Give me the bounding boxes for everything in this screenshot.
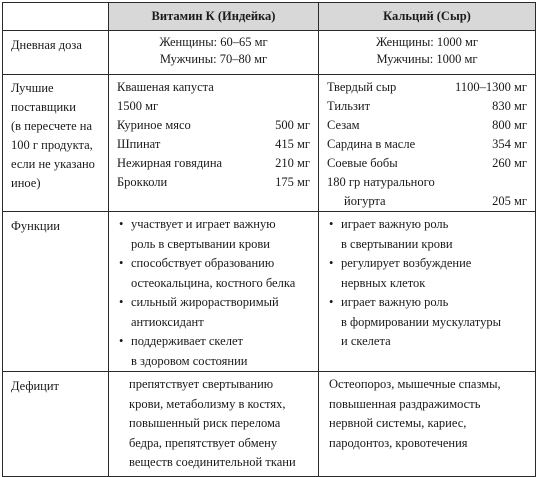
list-item: • регулирует возбуждение нервных клеток (329, 254, 529, 293)
supplier-name: 180 гр натурального (327, 175, 435, 189)
supplier-amount: 415 мг (275, 137, 310, 151)
list-item (327, 135, 527, 154)
functions-vitamin-cell (109, 212, 319, 372)
deficit-line: крови, метаболизму в костях, (129, 396, 286, 411)
row-label-deficit (3, 372, 109, 477)
suppliers-label-line: Лучшие (11, 81, 54, 95)
supplier-amount: 800 мг (492, 118, 527, 132)
dose-calcium-women: Женщины: 1000 мг (376, 35, 478, 49)
list-item (327, 116, 527, 135)
supplier-amount: 260 мг (492, 156, 527, 170)
suppliers-label-line: 100 г продукта, (11, 138, 93, 152)
supplier-amount: 354 мг (492, 137, 527, 151)
list-item (117, 116, 310, 135)
header-label-cell (3, 3, 109, 31)
suppliers-vitamin-cell (109, 75, 319, 212)
suppliers-label-line: (в пересчете на (11, 119, 93, 133)
supplier-amount: 205 мг (492, 194, 527, 208)
list-item: • играет важную роль в формировании мускулатуры и скелета (329, 293, 529, 352)
supplier-amount: 175 мг (275, 175, 310, 189)
list-item (327, 173, 527, 192)
row-label-suppliers (3, 75, 109, 212)
supplier-name: Соевые бобы (327, 156, 398, 170)
nutrient-comparison-table (2, 2, 536, 477)
dose-vitamin-men: Мужчины: 70–80 мг (159, 52, 268, 66)
header-row (3, 3, 536, 31)
list-item (117, 97, 310, 116)
row-label-dose (3, 31, 109, 75)
supplier-name: Шпинат (117, 137, 161, 151)
dose-calcium-cell (319, 31, 536, 75)
dose-vitamin-cell (109, 31, 319, 75)
dose-vitamin-women: Женщины: 60–65 мг (159, 35, 268, 49)
deficit-line: повышенная раздражимость (329, 396, 481, 411)
list-item (117, 78, 310, 97)
suppliers-label-line: иное) (11, 176, 41, 190)
dose-calcium-men: Мужчины: 1000 мг (376, 52, 478, 66)
row-label-text: Дефицит (11, 379, 60, 393)
supplier-name: Квашеная капуста (117, 80, 214, 94)
table-row-suppliers (3, 75, 536, 212)
functions-calcium-cell (319, 212, 536, 372)
row-label-text: Функции (11, 219, 60, 233)
list-item (327, 154, 527, 173)
functions-calcium-list (319, 212, 535, 352)
row-label-functions (3, 212, 109, 372)
supplier-name: Куриное мясо (117, 118, 191, 132)
supplier-name: Тильзит (327, 99, 371, 113)
suppliers-label-line: если не указано (11, 157, 95, 171)
list-item: • поддерживает скелет в здоровом состоянии (119, 332, 312, 371)
deficit-line: препятствует свертыванию (129, 377, 274, 391)
list-item (327, 192, 527, 211)
list-item: • способствует образованию остеокальцина, костного белка (119, 254, 312, 293)
table-row-dose (3, 31, 536, 75)
deficit-calcium-cell (319, 372, 536, 477)
supplier-amount: 210 мг (275, 156, 310, 170)
list-item (117, 154, 310, 173)
table-row-functions (3, 212, 536, 372)
list-item: • играет важную роль в свертывании крови (329, 215, 529, 254)
list-item (117, 135, 310, 154)
functions-vitamin-list (109, 212, 318, 371)
deficit-line: бедра, препятствует обмену (129, 435, 278, 450)
header-vitamin-cell: Витамин К (Индейка) (109, 3, 319, 31)
supplier-amount: 500 мг (275, 118, 310, 132)
deficit-line: повышенный риск перелома (129, 416, 281, 430)
header-calcium-cell: Кальций (Сыр) (319, 3, 536, 31)
row-label-text: Дневная доза (11, 38, 82, 52)
deficit-line: пародонтоз, кровотечения (329, 435, 468, 450)
deficit-line: веществ соединительной ткани (129, 455, 296, 469)
list-item (117, 173, 310, 192)
supplier-name: Брокколи (117, 175, 168, 189)
supplier-amount: 1100–1300 мг (455, 80, 527, 94)
list-item: • сильный жирорастворимый антиоксидант (119, 293, 312, 332)
list-item: • участвует и играет важную роль в свертывании крови (119, 215, 312, 254)
supplier-name: Сезам (327, 118, 360, 132)
list-item (327, 78, 527, 97)
list-item (327, 97, 527, 116)
table-row-deficit (3, 372, 536, 477)
supplier-name: 1500 мг (117, 99, 159, 113)
suppliers-label-line: поставщики (11, 100, 76, 114)
deficit-line: нервной системы, кариес, (329, 416, 467, 430)
deficit-vitamin-cell (109, 372, 319, 477)
supplier-amount: 830 мг (492, 99, 527, 113)
supplier-name: йогурта (344, 194, 386, 208)
supplier-name: Твердый сыр (327, 80, 397, 94)
deficit-line: Остеопороз, мышечные спазмы, (329, 377, 501, 391)
supplier-name: Нежирная говядина (117, 156, 223, 170)
suppliers-calcium-cell (319, 75, 536, 212)
supplier-name: Сардина в масле (327, 137, 416, 151)
